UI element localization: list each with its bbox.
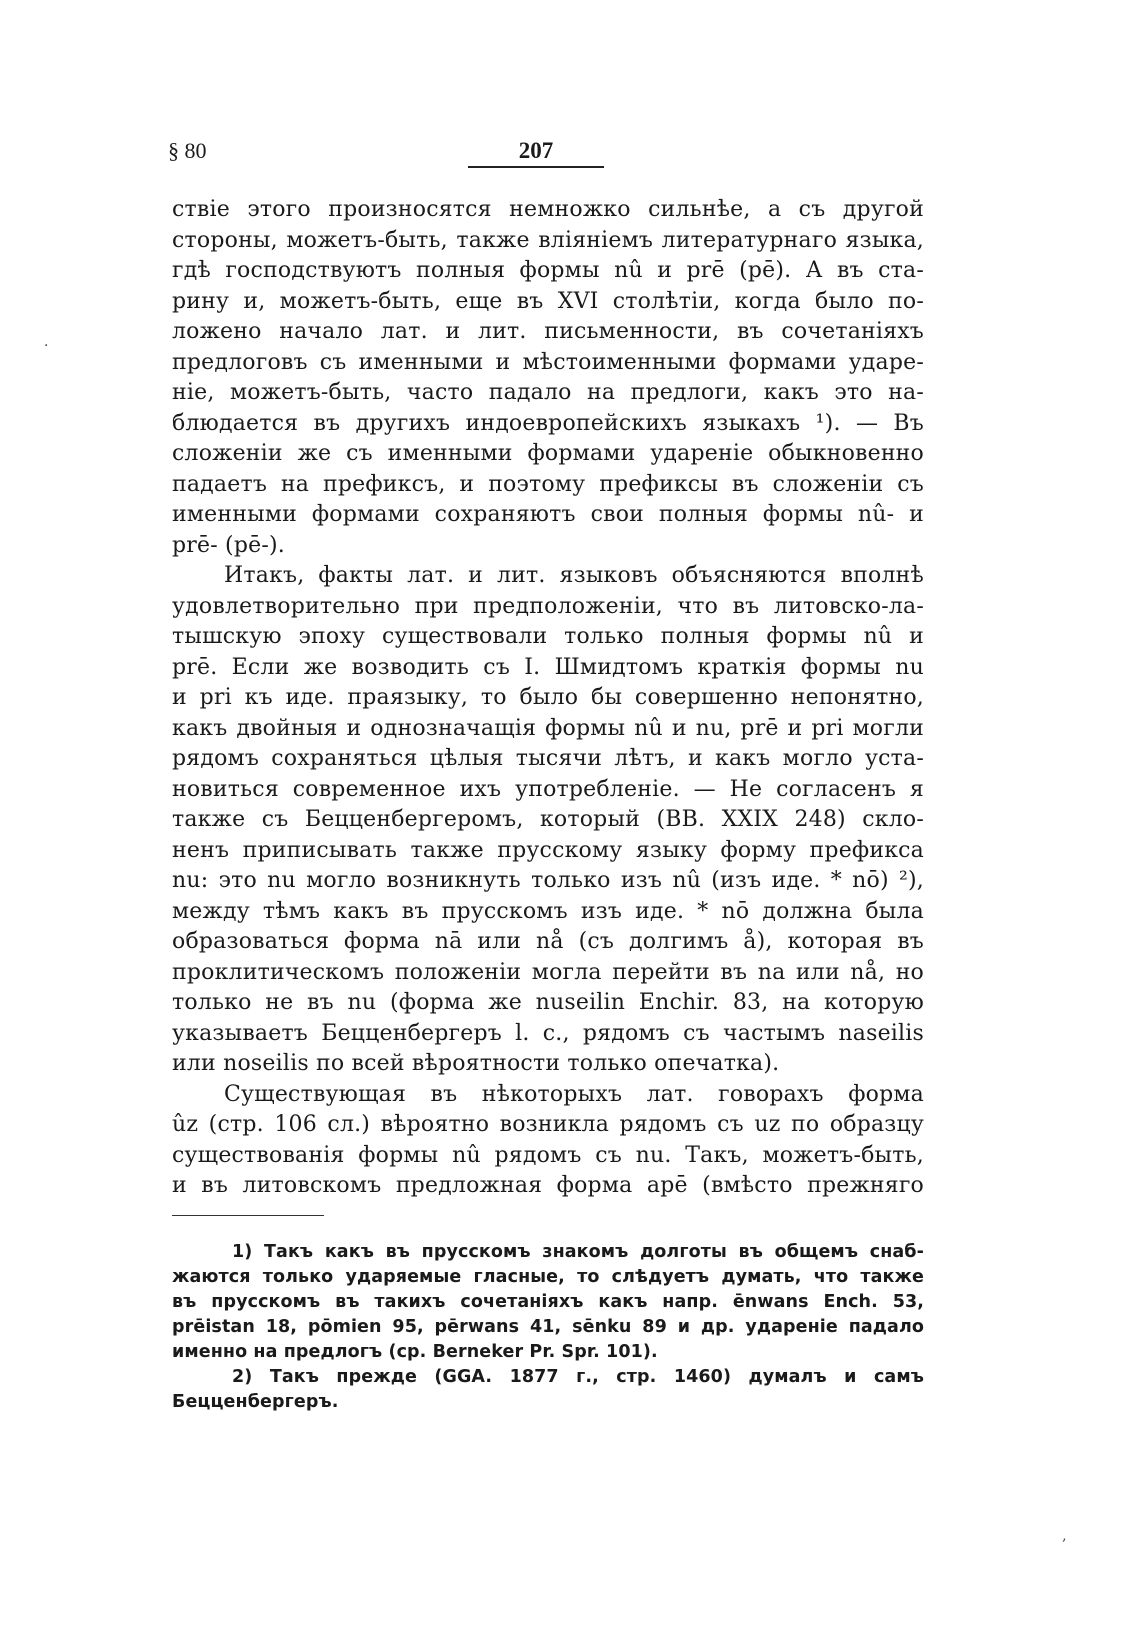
text-line: указываетъ Бецценбергеръ l. c., рядомъ съ частымъ naseilis xyxy=(172,1020,924,1046)
text-line: проклитическомъ положеніи могла перейти въ na или nå, но xyxy=(172,959,924,985)
text-line: nu: это nu могло возникнуть только изъ nû (изъ иде. * nō) ²), xyxy=(172,868,924,893)
text-line: какъ двойныя и однозначащія формы nû и nu, prē и pri могли xyxy=(172,715,924,741)
text-line: рядомъ сохраняться цѣлыя тысячи лѣтъ, и какъ могло уста- xyxy=(172,746,924,771)
text-line: именными формами сохраняютъ свои полныя формы nû- и xyxy=(172,502,924,527)
footnote-line: въ прусскомъ въ такихъ сочетаніяхъ какъ напр. ēnwans Ench. 53, xyxy=(172,1292,924,1312)
scan-speck: · xyxy=(44,338,49,354)
text-line: и pri къ иде. праязыку, то было бы совершенно непонятно, xyxy=(172,685,924,710)
footnotes xyxy=(172,1240,924,1415)
main-text xyxy=(172,195,924,1202)
footnote-line: prēistan 18, pōmien 95, pērwans 41, sēnku 89 и др. удареніе падало xyxy=(172,1317,924,1337)
text-line: только не въ nu (форма же nuseilin Enchir. 83, на которую xyxy=(172,990,924,1015)
text-line: ненъ приписывать также прусскому языку форму префикса xyxy=(172,837,924,863)
text-line: между тѣмъ какъ въ прусскомъ изъ иде. * nō должна была xyxy=(172,898,924,924)
text-line: тышскую эпоху существовали только полныя формы nû и xyxy=(172,624,924,649)
text-line: ніе, можетъ-быть, часто падало на предлоги, какъ это на- xyxy=(172,380,924,405)
text-line: prē- (pē-). xyxy=(172,532,285,558)
text-line: стороны, можетъ-быть, также вліяніемъ литературнаго языка, xyxy=(172,227,924,253)
text-line: рину и, можетъ-быть, еще въ XVI столѣтіи, когда было по- xyxy=(172,288,924,314)
text-line: предлоговъ съ именными и мѣстоименными формами ударе- xyxy=(172,349,924,375)
text-line: сложеніи же съ именными формами удареніе обыкновенно xyxy=(172,441,924,466)
text-line: ложено начало лат. и лит. письменности, въ сочетаніяхъ xyxy=(172,319,924,344)
footnote-line: 1) Такъ какъ въ прусскомъ знакомъ долготы въ общемъ снаб- xyxy=(232,1242,924,1262)
text-line: падаетъ на префиксъ, и поэтому префиксы въ сложеніи съ xyxy=(172,471,924,497)
text-line: или noseilis по всей вѣроятности только опечатка). xyxy=(172,1051,780,1076)
page-number: 207 xyxy=(518,138,554,163)
footnote-separator xyxy=(172,1215,324,1216)
footnote-line: именно на предлогъ (ср. Berneker Pr. Spr. 101). xyxy=(172,1342,658,1362)
text-line: существованія формы nû рядомъ съ nu. Такъ, можетъ-быть, xyxy=(172,1142,924,1168)
text-line: новиться современное ихъ употребленіе. — Не согласенъ я xyxy=(172,776,924,802)
paragraph-start-line: Итакъ, факты лат. и лит. языковъ объясняются вполнѣ xyxy=(224,563,924,588)
scan-speck: ‚ xyxy=(1062,1528,1067,1544)
footnote-line: Бецценбергеръ. xyxy=(172,1392,339,1412)
text-line: также съ Бецценбергеромъ, который (BB. XXIX 248) скло- xyxy=(172,807,924,832)
text-line: удовлетворительно при предположеніи, что въ литовско-ла- xyxy=(172,593,924,619)
page-header xyxy=(168,138,928,178)
text-line: и въ литовскомъ предложная форма apē (вмѣсто прежняго xyxy=(172,1173,924,1198)
text-line: гдѣ господствуютъ полныя формы nû и prē (pē). А въ ста- xyxy=(172,258,924,283)
footnote-line: 2) Такъ прежде (GGA. 1877 г., стр. 1460) думалъ и самъ xyxy=(232,1367,924,1387)
text-line: ûz (стр. 106 сл.) вѣроятно возникла рядомъ съ uz по образцу xyxy=(172,1112,924,1137)
text-line: образоваться форма nā или nå (съ долгимъ å), которая въ xyxy=(172,929,924,954)
text-line: ствіе этого произносятся немножко сильнѣе, а съ другой xyxy=(172,197,924,222)
section-number: § 80 xyxy=(168,138,207,163)
text-line: prē. Если же возводить съ І. Шмидтомъ краткія формы nu xyxy=(172,654,924,680)
text-line: блюдается въ другихъ индоевропейскихъ языкахъ ¹). — Въ xyxy=(172,410,924,436)
footnote-line: жаются только ударяемые гласные, то слѣдуетъ думать, что также xyxy=(172,1267,924,1287)
paragraph-start-line: Существующая въ нѣкоторыхъ лат. говорахъ форма xyxy=(224,1081,924,1107)
page-number-underline xyxy=(468,166,604,168)
